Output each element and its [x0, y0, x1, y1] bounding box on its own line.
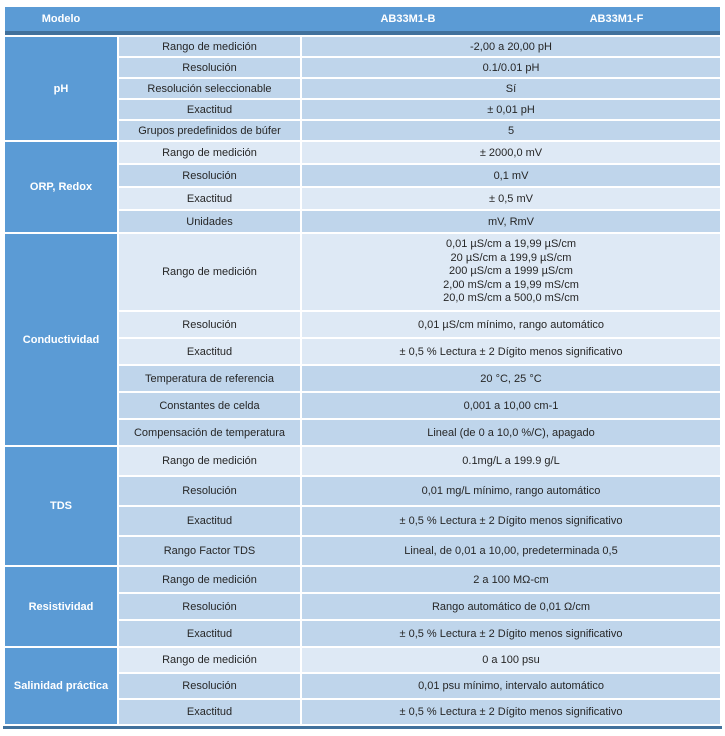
- spec-label-cell: Rango de medición: [119, 142, 300, 163]
- spec-label-cell: Resolución: [119, 165, 300, 186]
- spec-value-cell: ± 0,01 pH: [302, 100, 720, 119]
- spec-label-cell: Exactitud: [119, 188, 300, 209]
- spec-label-cell: Temperatura de referencia: [119, 366, 300, 391]
- spec-value-cell: 5: [302, 121, 720, 140]
- spec-value-cell: 0,01 mg/L mínimo, rango automático: [302, 477, 720, 505]
- category-cell: TDS: [5, 447, 117, 565]
- spec-label-cell: Resolución: [119, 58, 300, 77]
- spec-value-cell: Rango automático de 0,01 Ω/cm: [302, 594, 720, 619]
- spec-label-cell: Exactitud: [119, 100, 300, 119]
- spec-value-cell: 20 °C, 25 °C: [302, 366, 720, 391]
- spec-value-cell: 0,1 mV: [302, 165, 720, 186]
- spec-value-cell: 0.1mg/L a 199.9 g/L: [302, 447, 720, 475]
- table-header-row: [5, 7, 720, 35]
- spec-value-cell: ± 0,5 % Lectura ± 2 Dígito menos significativo: [302, 700, 720, 724]
- spec-value-cell: 0,01 µS/cm mínimo, rango automático: [302, 312, 720, 337]
- table-row: [5, 447, 720, 475]
- table-row: [5, 234, 720, 310]
- spec-label-cell: Rango de medición: [119, 648, 300, 672]
- spec-label-cell: Exactitud: [119, 700, 300, 724]
- spec-label-cell: Resolución: [119, 477, 300, 505]
- spec-label-cell: Exactitud: [119, 507, 300, 535]
- spec-value-cell: Sí: [302, 79, 720, 98]
- spec-value-cell: 2 a 100 MΩ-cm: [302, 567, 720, 592]
- category-cell: Conductividad: [5, 234, 117, 445]
- spec-value-cell: ± 0,5 mV: [302, 188, 720, 209]
- spec-table: [3, 5, 722, 729]
- spec-value-cell: 0.1/0.01 pH: [302, 58, 720, 77]
- spec-value-cell: -2,00 a 20,00 pH: [302, 37, 720, 56]
- spec-value-cell: Lineal (de 0 a 10,0 %/C), apagado: [302, 420, 720, 445]
- spec-label-cell: Resolución: [119, 312, 300, 337]
- spec-value-cell: 0,01 µS/cm a 19,99 µS/cm 20 µS/cm a 199,9 µS/cm 200 µS/cm a 1999 µS/cm 2,00 mS/cm a 19,99 mS/cm 20,0 mS/cm a 500,0 mS/cm: [302, 234, 720, 310]
- table-header-bar: [5, 7, 720, 35]
- spec-value-cell: 0 a 100 psu: [302, 648, 720, 672]
- table-row: [5, 648, 720, 672]
- spec-label-cell: Compensación de temperatura: [119, 420, 300, 445]
- spec-value-cell: 0,01 psu mínimo, intervalo automático: [302, 674, 720, 698]
- spec-value-cell: ± 0,5 % Lectura ± 2 Dígito menos significativo: [302, 339, 720, 364]
- spec-label-cell: Unidades: [119, 211, 300, 232]
- category-cell: pH: [5, 37, 117, 140]
- spec-label-cell: Rango de medición: [119, 567, 300, 592]
- spec-label-cell: Rango de medición: [119, 37, 300, 56]
- spec-label-cell: Exactitud: [119, 621, 300, 646]
- spec-label-cell: Grupos predefinidos de búfer: [119, 121, 300, 140]
- header-model-f: AB33M1-F: [589, 13, 644, 25]
- spec-value-cell: ± 2000,0 mV: [302, 142, 720, 163]
- table-row: [5, 37, 720, 56]
- spec-label-cell: Exactitud: [119, 339, 300, 364]
- spec-label-cell: Resolución: [119, 594, 300, 619]
- spec-value-cell: ± 0,5 % Lectura ± 2 Dígito menos significativo: [302, 507, 720, 535]
- spec-value-cell: ± 0,5 % Lectura ± 2 Dígito menos significativo: [302, 621, 720, 646]
- header-modelo: Modelo: [41, 13, 81, 25]
- spec-label-cell: Resolución: [119, 674, 300, 698]
- spec-label-cell: Constantes de celda: [119, 393, 300, 418]
- category-cell: Salinidad práctica: [5, 648, 117, 724]
- table-row: [5, 142, 720, 163]
- category-cell: ORP, Redox: [5, 142, 117, 232]
- spec-value-cell: 0,001 a 10,00 cm-1: [302, 393, 720, 418]
- spec-label-cell: Resolución seleccionable: [119, 79, 300, 98]
- spec-label-cell: Rango de medición: [119, 447, 300, 475]
- spec-table-body: [5, 37, 720, 724]
- header-model-b: AB33M1-B: [380, 13, 436, 25]
- table-row: [5, 567, 720, 592]
- spec-label-cell: Rango Factor TDS: [119, 537, 300, 565]
- category-cell: Resistividad: [5, 567, 117, 646]
- spec-label-cell: Rango de medición: [119, 234, 300, 310]
- spec-value-cell: mV, RmV: [302, 211, 720, 232]
- spec-value-cell: Lineal, de 0,01 a 10,00, predeterminada 0,5: [302, 537, 720, 565]
